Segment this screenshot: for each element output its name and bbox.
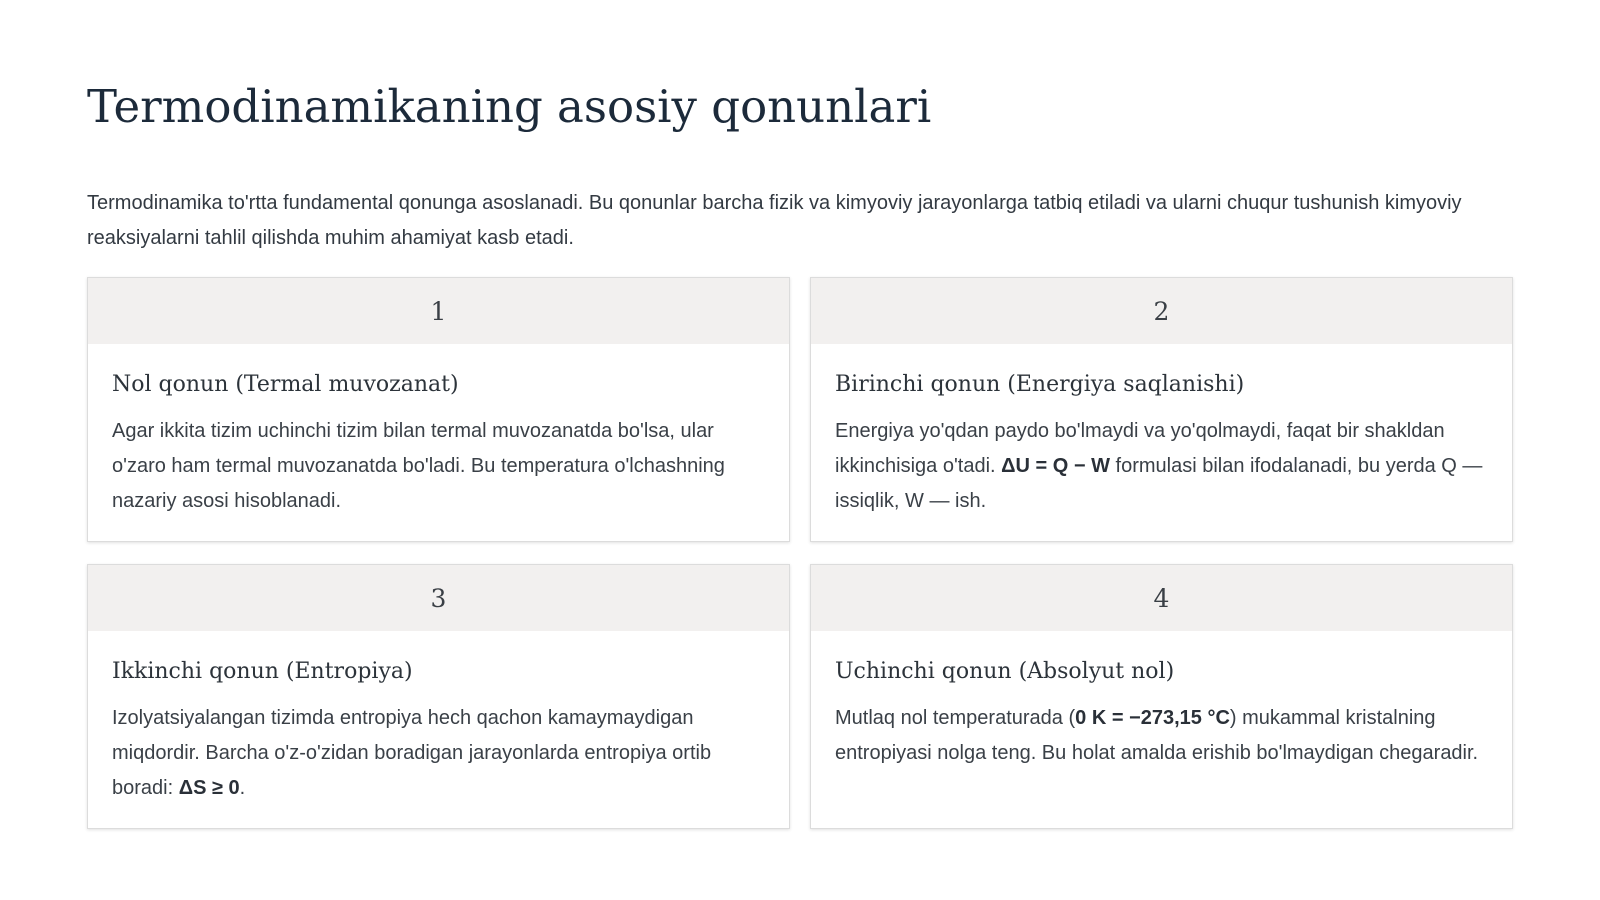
law-heading: Uchinchi qonun (Absolyut nol) [835, 659, 1175, 684]
law-text: Mutlaq nol temperaturada ( [835, 707, 1076, 729]
law-heading: Nol qonun (Termal muvozanat) [112, 372, 459, 397]
law-text: Agar ikkita tizim uchinchi tizim bilan termal muvozanatda bo'lsa, ular o'zaro ham termal muvozanatda bo'ladi. Bu temperatura o'lchashning nazariy asosi hisoblanadi. [112, 420, 725, 512]
intro-paragraph: Termodinamika to'rtta fundamental qonunga asoslanadi. Bu qonunlar barcha fizik va kimyoviy jarayonlarga tatbiq etiladi va ularni chuqur tushunish kimyoviy reaksiyalarni tahlil qilishda muhim ahamiyat kasb etadi. [87, 192, 1462, 249]
law-number: 4 [811, 565, 1512, 631]
law-description [112, 701, 765, 806]
law-description [835, 414, 1488, 519]
law-description [835, 701, 1488, 771]
law-text: Energiya yo'qdan paydo bo'lmaydi va yo'qolmaydi, faqat bir shakldan ikkinchisiga o'tadi. [835, 420, 1445, 477]
law-heading: Birinchi qonun (Energiya saqlanishi) [835, 372, 1245, 397]
law-text-after: ) mukammal kristalning entropiyasi nolga teng. Bu holat amalda erishib bo'lmaydigan chegaradir. [835, 707, 1479, 764]
law-formula: ΔS ≥ 0 [178, 777, 240, 799]
law-heading: Ikkinchi qonun (Entropiya) [112, 659, 413, 684]
law-number: 1 [88, 278, 789, 344]
law-number: 3 [88, 565, 789, 631]
law-card-2 [810, 277, 1513, 542]
law-text: Izolyatsiyalangan tizimda entropiya hech qachon kamaymaydigan miqdordir. Barcha o'z-o'zidan boradigan jarayonlarda entropiya ortib boradi: [112, 707, 712, 799]
law-card-3 [87, 564, 790, 829]
law-formula: 0 K = −273,15 °C [1075, 707, 1230, 729]
law-card-4 [810, 564, 1513, 829]
law-formula: ΔU = Q − W [1001, 455, 1110, 477]
law-number: 2 [811, 278, 1512, 344]
law-description [112, 414, 765, 519]
page-title: Termodinamikaning asosiy qonunlari [87, 80, 932, 133]
law-card-1 [87, 277, 790, 542]
law-text-after: formulasi bilan ifodalanadi, bu yerda Q — issiqlik, W — ish. [835, 455, 1483, 512]
laws-grid [87, 277, 1513, 829]
law-text-after: . [239, 777, 246, 799]
